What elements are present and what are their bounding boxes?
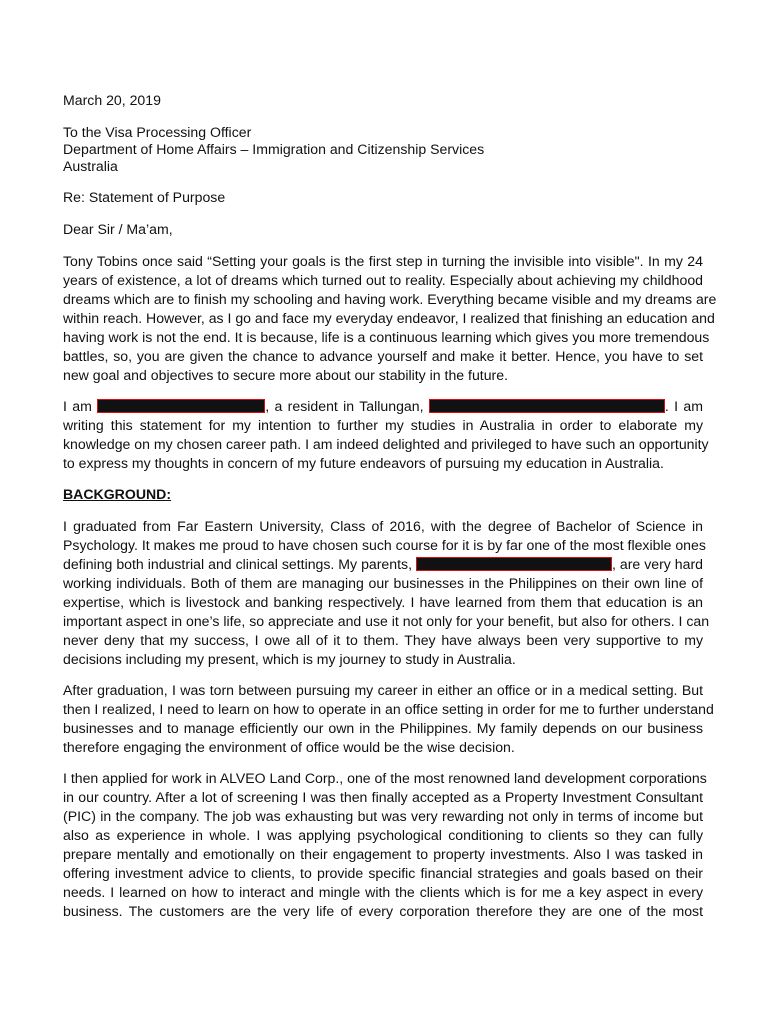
recipient-line-2: Department of Home Affairs – Immigration and Citizenship Services: [63, 141, 485, 157]
about-line-2: writing this statement for my intention to further my studies in Australia in order to elaborate my: [63, 417, 703, 433]
about-text-c: . I am: [664, 398, 703, 414]
bg3-line-2: in our country. After a lot of screening I was then finally accepted as a Property Investment Consultant: [63, 789, 703, 805]
bg3-line-7: needs. I learned on how to interact and mingle with the clients which is for me a key aspect in every: [63, 884, 703, 900]
redaction-location: [429, 399, 665, 413]
bg1-line-4: working individuals. Both of them are managing our businesses in the Philippines on their own line of: [63, 575, 703, 591]
about-line-4: to express my thoughts in concern of my future endeavors of pursuing my education in Australia.: [63, 455, 664, 471]
intro-line-2: years of existence, a lot of dreams which turned out to reality. Especially about achieving my childhood: [63, 272, 703, 288]
bg1-line-5: expertise, which is livestock and banking respectively. I have learned from them that education is an: [63, 594, 703, 610]
redaction-name: [97, 399, 265, 413]
bg2-line-3: businesses and to manage efficiently our own in the Philippines. My family depends on our business: [63, 720, 703, 736]
bg3-line-5: prepare mentally and emotionally on their engagement to property investments. Also I was tasked in: [63, 846, 703, 862]
bg3-line-3: (PIC) in the company. The job was exhausting but was very rewarding not only in terms of income but: [63, 808, 703, 824]
redaction-parents: [416, 557, 612, 571]
bg1-line-1: I graduated from Far Eastern University, Class of 2016, with the degree of Bachelor of Science in: [63, 518, 703, 534]
bg1-line-2: Psychology. It makes me proud to have chosen such course for it is by far one of the most flexible ones: [63, 537, 706, 553]
intro-line-5: having work is not the end. It is because, life is a continuous learning which gives you more tremendous: [63, 329, 710, 345]
bg3-line-6: offering investment advice to clients, to provide specific financial strategies and goals based on their: [63, 865, 703, 881]
about-line-3: knowledge on my chosen career path. I am indeed delighted and privileged to have such an opportunity: [63, 436, 709, 452]
bg1-line-6: important aspect in one’s life, so appreciate and use it not only for your benefit, but also for others. I can: [63, 613, 710, 629]
letter-date: March 20, 2019: [63, 92, 161, 108]
intro-line-4: within reach. However, as I go and face my everyday endeavor, I realized that finishing an education and: [63, 310, 715, 326]
bg1-text-a: defining both industrial and clinical settings. My parents,: [63, 556, 412, 572]
about-text-a: I am: [63, 398, 92, 414]
bg2-line-1: After graduation, I was torn between pursuing my career in either an office or in a medical setting. But: [63, 682, 703, 698]
subject-line: Re: Statement of Purpose: [63, 189, 226, 205]
intro-line-7: new goal and objectives to secure more about our stability in the future.: [63, 367, 508, 383]
background-heading: BACKGROUND:: [63, 486, 172, 502]
about-text-b: , a resident in Tallungan,: [265, 398, 424, 414]
recipient-line-1: To the Visa Processing Officer: [63, 124, 252, 140]
salutation: Dear Sir / Ma’am,: [63, 221, 173, 237]
bg3-line-8: business. The customers are the very life of every corporation therefore they are one of the most: [63, 903, 703, 919]
bg1-line-8: decisions including my present, which is my journey to study in Australia.: [63, 651, 516, 667]
intro-line-1: Tony Tobins once said “Setting your goals is the first step in turning the invisible into visible". In my 24: [63, 253, 703, 269]
bg2-line-4: therefore engaging the environment of office would be the wise decision.: [63, 739, 515, 755]
bg1-line-7: never deny that my success, I owe all of it to them. They have always been very supportive to my: [63, 632, 703, 648]
bg1-line-3: [63, 556, 703, 573]
bg3-line-4: also as experience in whole. I was applying psychological conditioning to clients so they can fully: [63, 827, 703, 843]
recipient-line-3: Australia: [63, 158, 118, 174]
intro-line-3: dreams which are to finish my schooling and having work. Everything became visible and my dreams are: [63, 291, 717, 307]
about-line-1: [63, 398, 703, 415]
bg1-text-b: , are very hard: [611, 556, 703, 572]
bg2-line-2: then I realized, I need to learn on how to operate in an office setting in order for me to further understand: [63, 701, 714, 717]
bg3-line-1: I then applied for work in ALVEO Land Corp., one of the most renowned land development corporations: [63, 770, 707, 786]
intro-line-6: battles, so, you are given the chance to advance yourself and make it better. Hence, you have to set: [63, 348, 703, 364]
